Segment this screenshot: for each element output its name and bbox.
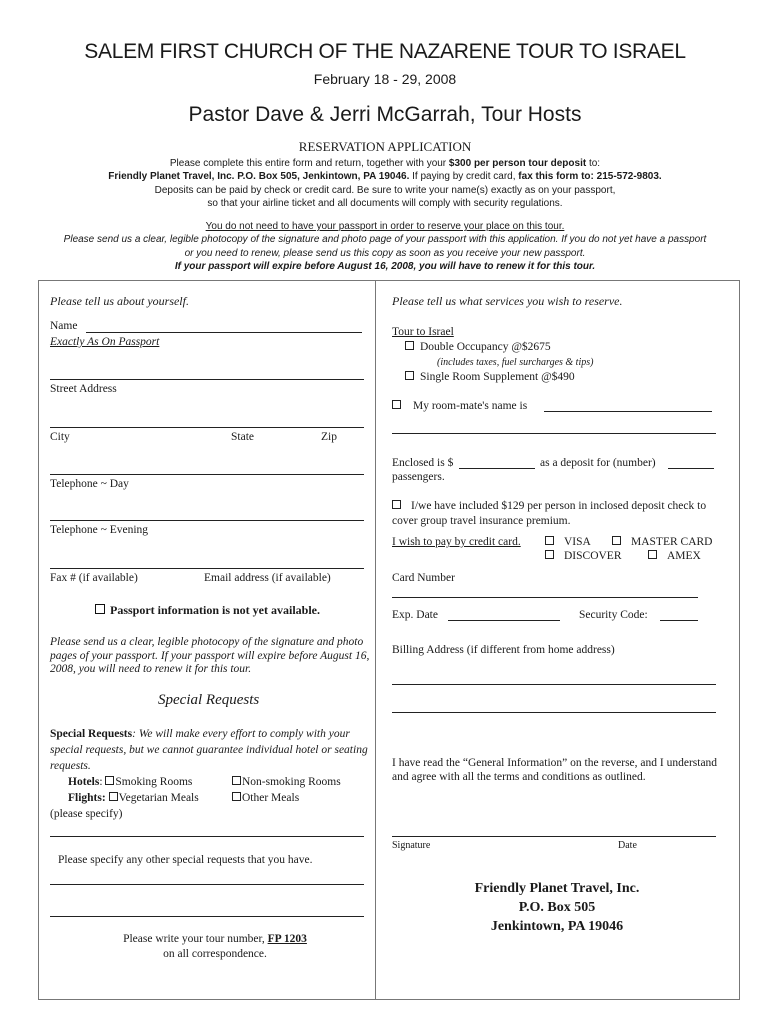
signature-field[interactable] xyxy=(392,836,716,837)
please-specify-label: (please specify) xyxy=(50,808,123,820)
mastercard-label: MASTER CARD xyxy=(631,536,713,548)
roommate-name-field-2[interactable] xyxy=(392,433,716,434)
visa-checkbox[interactable] xyxy=(545,536,554,545)
passport-expiry-warning: If your passport will expire before August 16, 2008, you will have to renew it for this tour. xyxy=(174,261,596,273)
tour-to-israel-label: Tour to Israel xyxy=(392,326,454,338)
passport-notice: You do not need to have your passport in order to reserve your place on this tour. xyxy=(205,221,565,233)
telephone-day-field[interactable] xyxy=(50,474,364,475)
state-label: State xyxy=(231,431,254,443)
flights-label: Flights: xyxy=(68,792,106,804)
hotels-row: Hotels: Smoking Rooms xyxy=(68,776,193,788)
signature-label: Signature xyxy=(392,840,431,851)
single-supplement-option xyxy=(405,371,575,383)
fax-number: fax this form to: 215-572-9803. xyxy=(518,171,662,183)
exp-date-label: Exp. Date xyxy=(392,609,438,621)
city-label: City xyxy=(50,431,70,443)
mastercard-option xyxy=(612,536,712,548)
special-requests-label: Special Requests xyxy=(50,728,133,740)
other-meals-option xyxy=(232,792,299,804)
passport-not-available[interactable] xyxy=(95,603,320,618)
deposit-amount: $300 per person tour deposit xyxy=(448,158,587,169)
security-code-label: Security Code: xyxy=(579,609,648,621)
smoking-rooms-label: Smoking Rooms xyxy=(115,776,193,788)
other-requests-field-1[interactable] xyxy=(50,884,364,885)
date-label: Date xyxy=(618,840,637,851)
discover-checkbox[interactable] xyxy=(545,550,554,559)
double-occupancy-option xyxy=(405,341,551,353)
double-occupancy-checkbox[interactable] xyxy=(405,341,414,350)
roommate-option xyxy=(392,400,527,412)
billing-address-label: Billing Address (if different from home address) xyxy=(392,644,615,656)
flights-row xyxy=(68,792,199,804)
intro-line: so that your airline ticket and all documents will comply with security regulations. xyxy=(207,197,563,209)
fax-label: Fax # (if available) xyxy=(50,572,138,584)
correspondence-note: on all correspondence. xyxy=(163,948,267,960)
single-supplement-checkbox[interactable] xyxy=(405,371,414,380)
tour-dates: February 18 - 29, 2008 xyxy=(313,71,457,87)
fax-email-field[interactable] xyxy=(50,568,364,569)
passport-checkbox[interactable] xyxy=(95,604,105,614)
page-title: SALEM FIRST CHURCH OF THE NAZARENE TOUR TO ISRAEL xyxy=(84,40,686,63)
other-requests-label: Please specify any other special requests that you have. xyxy=(58,854,313,866)
street-address-label: Street Address xyxy=(50,383,117,395)
specify-field[interactable] xyxy=(50,836,364,837)
roommate-label: My room-mate's name is xyxy=(413,400,528,412)
city-state-zip-field[interactable] xyxy=(50,427,364,428)
exp-date-field[interactable] xyxy=(448,620,560,621)
intro-line: If paying by credit card, xyxy=(409,171,519,183)
agreement-text: I have read the “General Information” on the reverse, and I understand and agree with all the terms and conditions as outlined. xyxy=(392,757,718,783)
passport-note: Please send us a clear, legible photocopy of the signature and photo pages of your passport. If your passport will expire before August 16, 2008, you will need to renew it for this tour. xyxy=(50,636,370,675)
special-requests-text xyxy=(50,726,380,774)
insurance-checkbox[interactable] xyxy=(392,500,401,509)
name-label: Name xyxy=(50,320,78,332)
visa-option xyxy=(545,536,591,548)
card-number-label: Card Number xyxy=(392,572,455,584)
passport-not-available-label: Passport information is not yet available. xyxy=(110,603,320,617)
intro-line: to: xyxy=(586,158,601,169)
telephone-evening-field[interactable] xyxy=(50,520,364,521)
tour-number-line xyxy=(50,933,380,945)
zip-label: Zip xyxy=(321,431,337,443)
passport-instructions: or you need to renew, please send us this copy as soon as you receive your new passport. xyxy=(184,247,586,259)
roommate-checkbox[interactable] xyxy=(392,400,401,409)
tour-hosts: Pastor Dave & Jerri McGarrah, Tour Hosts xyxy=(188,103,582,126)
company-name: Friendly Planet Travel, Inc. xyxy=(474,881,640,896)
nonsmoking-rooms-checkbox[interactable] xyxy=(232,776,241,785)
passport-instructions: Please send us a clear, legible photocopy of the signature and photo page of your passport with this application. If you do not yet have a passport xyxy=(63,234,707,246)
company-pobox: P.O. Box 505 xyxy=(518,900,596,915)
amex-label: AMEX xyxy=(667,550,701,562)
discover-label: DISCOVER xyxy=(564,550,622,562)
email-label: Email address (if available) xyxy=(204,572,331,584)
smoking-rooms-checkbox[interactable] xyxy=(105,776,114,785)
about-yourself-heading: Please tell us about yourself. xyxy=(50,294,189,308)
telephone-day-label: Telephone ~ Day xyxy=(50,478,129,490)
services-heading: Please tell us what services you wish to reserve. xyxy=(392,294,623,308)
double-occupancy-label: Double Occupancy @$2675 xyxy=(420,341,551,353)
billing-address-field-1[interactable] xyxy=(392,684,716,685)
company-city: Jenkintown, PA 19046 xyxy=(490,919,624,934)
other-meals-label: Other Meals xyxy=(242,792,300,804)
other-requests-field-2[interactable] xyxy=(50,916,364,917)
tour-number: FP 1203 xyxy=(267,933,307,945)
insurance-label: I/we have included $129 per person in inclosed deposit check to cover group travel insurance premium. xyxy=(392,500,707,527)
enclosed-label: Enclosed is $ xyxy=(392,457,454,469)
discover-option xyxy=(545,550,622,562)
special-requests-note: : We will make every effort to comply with your special requests, but we cannot guarantee individual hotel or seating requests. xyxy=(50,728,368,772)
nonsmoking-option xyxy=(232,776,341,788)
hotels-label: Hotels xyxy=(68,776,100,788)
mastercard-checkbox[interactable] xyxy=(612,536,621,545)
intro-text xyxy=(0,157,770,273)
name-field[interactable] xyxy=(86,332,362,333)
pay-by-card-label: I wish to pay by credit card. xyxy=(392,536,521,548)
intro-line: Deposits can be paid by check or credit card. Be sure to write your name(s) exactly as on your passport, xyxy=(154,184,616,196)
deposit-amount-field[interactable] xyxy=(459,468,535,469)
vegetarian-meals-label: Vegetarian Meals xyxy=(118,792,199,804)
special-requests-heading: Special Requests xyxy=(158,692,260,708)
card-number-field[interactable] xyxy=(392,597,698,598)
exactly-as-passport-label: Exactly As On Passport xyxy=(50,336,160,348)
amex-option xyxy=(648,550,701,562)
security-code-field[interactable] xyxy=(660,620,698,621)
visa-label: VISA xyxy=(564,536,591,548)
insurance-option xyxy=(392,499,722,529)
passenger-count-field[interactable] xyxy=(668,468,714,469)
billing-address-field-2[interactable] xyxy=(392,712,716,713)
deposit-for-label: as a deposit for (number) xyxy=(540,457,656,469)
street-address-field[interactable] xyxy=(50,379,364,380)
passengers-label: passengers. xyxy=(392,471,445,483)
other-meals-checkbox[interactable] xyxy=(232,792,241,801)
nonsmoking-rooms-label: Non-smoking Rooms xyxy=(242,776,341,788)
intro-line: Please complete this entire form and return, together with your xyxy=(169,158,449,169)
tour-number-text: Please write your tour number, xyxy=(123,933,268,945)
telephone-evening-label: Telephone ~ Evening xyxy=(50,524,149,536)
amex-checkbox[interactable] xyxy=(648,550,657,559)
form-title: RESERVATION APPLICATION xyxy=(298,139,472,154)
roommate-name-field[interactable] xyxy=(544,411,712,412)
vegetarian-meals-checkbox[interactable] xyxy=(109,792,118,801)
single-supplement-label: Single Room Supplement @$490 xyxy=(420,371,575,383)
includes-note: (includes taxes, fuel surcharges & tips) xyxy=(437,357,594,368)
mailing-address: Friendly Planet Travel, Inc. P.O. Box 505, Jenkintown, PA 19046. xyxy=(108,171,410,183)
